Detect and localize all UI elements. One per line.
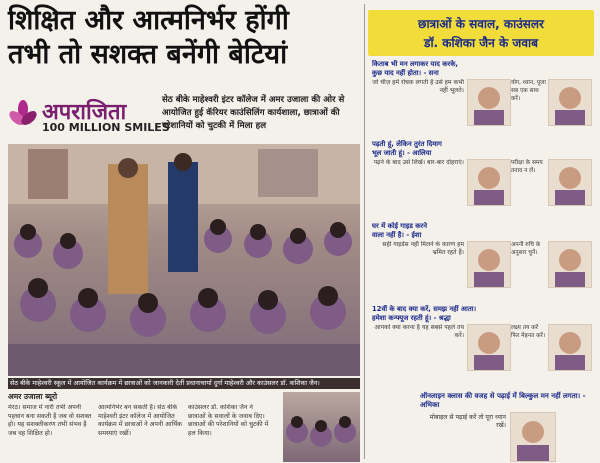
question-line-1: 12वीं के बाद क्या करें, समझ नहीं आता। [372, 305, 477, 313]
student-photo [467, 159, 511, 206]
students-small-illustration [283, 392, 360, 462]
student-photo [467, 79, 511, 126]
body-column-2: आत्मनिर्भर बन सकती हैं। सेठ बीके माहेश्वरी इंटर कॉलेज में आयोजित कार्यक्रम में छात्राओं ने अपनी आर्थिक समस्याएं रखीं। [98, 404, 182, 437]
last-answer: मोबाइल से पढ़ाई करें तो पूरा ध्यान रखें। [429, 414, 506, 430]
counselor-photo [548, 79, 592, 126]
answer-text-2: परीक्षा के समय तनाव न लें। [511, 160, 543, 174]
qa-item-2 [368, 140, 594, 206]
qa-item-3 [368, 222, 594, 288]
question-line-1: किताब भी मन लगाकर याद करके, [372, 60, 459, 68]
body-column-3: काउंसलर डॉ. कशिका जैन ने छात्राओं के सवालों के जवाब दिए। छात्राओं की परेशानियों को चुटकी में हल किया। [188, 404, 269, 437]
secondary-photo [283, 392, 360, 462]
student-photo [467, 324, 511, 371]
question-line-1: पढ़ती हूं, लेकिन तुरंत दिमाग [372, 140, 442, 148]
photo-caption: सेठ बीके माहेश्वरी स्कूल में आयोजित कार्यक्रम में छात्राओं को जानकारी देतीं प्रधानाचार्या दुर्गा माहेश्वरी और काउंसलर डॉ. कशिका जैन। [8, 378, 360, 389]
headline [8, 4, 360, 72]
question-line-2: कुछ याद नहीं होता। - सना [372, 69, 439, 77]
column-divider [364, 4, 365, 459]
answer-text: सही गाइडेंस नहीं मिलने के कारण हम भ्रमित रहते हैं। [382, 241, 464, 257]
sidebar-title-1: छात्राओं के सवाल, काउंसलर [418, 17, 544, 31]
question-line-2: हमेशा कन्फ्यूज रहती हूं। - श्रद्धा [372, 314, 451, 322]
answer-text-2: योग, ध्यान, पूजा सब एक साथ करें। [511, 80, 546, 102]
qa-item-1 [368, 60, 594, 126]
logo-subtitle: 100 MILLION SMILES [42, 121, 170, 134]
last-question: ऑनलाइन क्लास की वजह से पढ़ाई में बिल्कुल मन नहीं लगता। - अभिका [420, 392, 586, 409]
student-photo-2 [548, 324, 592, 371]
question-line-2: वाला नहीं है। - ईशा [372, 231, 422, 239]
student-photo-2 [548, 159, 592, 206]
sidebar-title-2: डॉ. कशिका जैन के जवाब [424, 36, 538, 50]
student-photo-2 [548, 241, 592, 288]
body-column-1: मेरठ। समाज में नारी तभी अपनी पहचान बना सकती है जब वो सशक्त हो। यह सशक्तीकरण तभी संभव है जब वह शिक्षित हो। [8, 404, 92, 437]
question-line-1: घर में कोई गाइड करने [372, 222, 427, 230]
answer-text: जो चीज़ हमें रोचक लगती है उसे हम कभी नहीं भूलते। [372, 79, 464, 95]
student-photo [467, 241, 511, 288]
students-illustration [8, 144, 360, 376]
lead-text: सेठ बीके माहेश्वरी इंटर कॉलेज में अमर उजाला की ओर से आयोजित हुई कॅरियर काउंसिलिंग कार्यशाला, छात्राओं की परेशानियों को चुटकी में मिला हल [162, 95, 345, 131]
student-photo-last [510, 412, 556, 462]
answer-text: आपको क्या करना है यह सबसे पहले तय करें। [374, 324, 464, 340]
answer-text-2: लक्ष्य तय करें फिर मेहनत करें। [511, 325, 546, 339]
flower-icon [8, 100, 38, 130]
qa-item-4 [368, 305, 594, 371]
headline-line-1: शिक्षित और आत्मनिर्भर होंगी [8, 5, 289, 36]
sidebar-header [368, 10, 594, 56]
question-line-2: भूल जाती हूं। - आलिया [372, 149, 432, 157]
main-photo [8, 144, 360, 376]
answer-text: पढ़ने के बाद उसे लिखें। बार-बार दोहराएं। [373, 159, 464, 166]
logo-word: अपराजिता [42, 100, 127, 125]
aparajita-logo [8, 96, 170, 136]
byline: अमर उजाला ब्यूरो [8, 392, 58, 401]
headline-line-2: तभी तो सशक्त बनेंगी बेटियां [8, 39, 288, 70]
answer-text-2: अपनी रुचि के अनुसार चुनें। [511, 242, 541, 256]
